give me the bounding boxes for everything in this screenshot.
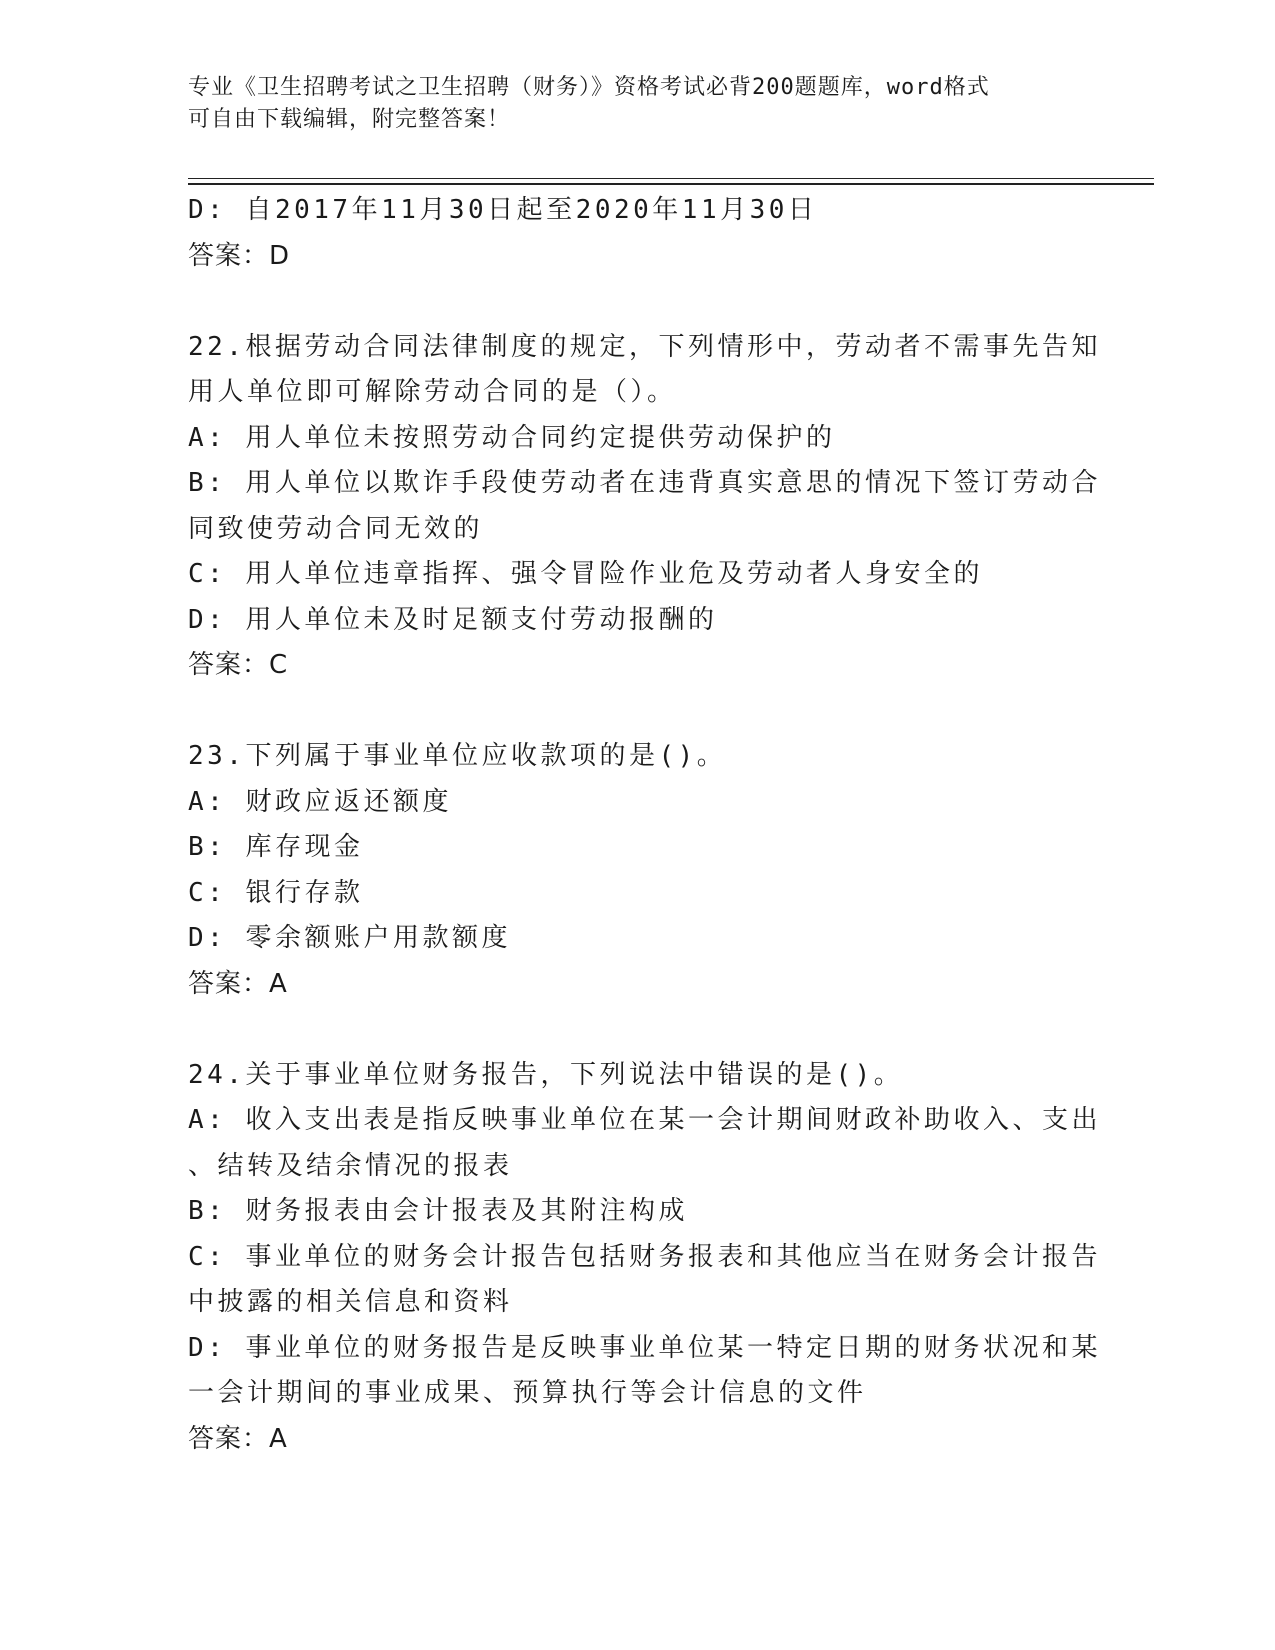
option-b: B: 库存现金 (188, 832, 364, 862)
spacer (188, 689, 1088, 735)
option-c: C: 用人单位违章指挥、强令冒险作业危及劳动者人身安全的 (188, 559, 983, 589)
question-stem: 24.关于事业单位财务报告，下列说法中错误的是()。 (188, 1059, 904, 1090)
answer-line: 答案：C (188, 650, 289, 680)
option-a: A: 用人单位未按照劳动合同约定提供劳动保护的 (188, 422, 836, 453)
header-divider-thin (188, 178, 1154, 179)
option-a: A: 收入支出表是指反映事业单位在某一会计期间财政补助收入、支出 (188, 1105, 1101, 1135)
spacer (188, 279, 1088, 325)
option-d-cont: 一会计期间的事业成果、预算执行等会计信息的文件 (188, 1378, 867, 1408)
option-b: B: 用人单位以欺诈手段使劳动者在违背真实意思的情况下签订劳动合 (188, 468, 1101, 498)
option-d: D: 自2017年11月30日起至2020年11月30日 (188, 195, 818, 225)
question-24 (188, 1053, 1101, 1463)
page-header (188, 72, 1088, 136)
option-c: C: 事业单位的财务会计报告包括财务报表和其他应当在财务会计报告 (188, 1241, 1101, 1272)
answer-line: 答案：D (188, 240, 291, 271)
option-c-cont: 中披露的相关信息和资料 (188, 1287, 513, 1317)
answer-line: 答案：A (188, 1423, 288, 1454)
option-b-cont: 同致使劳动合同无效的 (188, 513, 484, 544)
answer-line: 答案：A (188, 968, 288, 999)
question-23 (188, 734, 1088, 1007)
question-list (188, 188, 1101, 1462)
option-a: A: 财政应返还额度 (188, 786, 452, 817)
option-a-cont: 、结转及结余情况的报表 (188, 1150, 513, 1181)
option-b: B: 财务报表由会计报表及其附注构成 (188, 1196, 688, 1226)
option-d: D: 事业单位的财务报告是反映事业单位某一特定日期的财务状况和某 (188, 1332, 1101, 1363)
header-title-line-1: 专业《卫生招聘考试之卫生招聘（财务）》资格考试必背200题题库，word格式 (188, 75, 990, 100)
header-divider-thick (188, 183, 1154, 185)
option-d: D: 用人单位未及时足额支付劳动报酬的 (188, 604, 718, 635)
question-22 (188, 325, 1101, 689)
question-21-tail (188, 188, 1088, 279)
question-stem: 23.下列属于事业单位应收款项的是()。 (188, 741, 727, 771)
header-title-line-2: 可自由下载编辑，附完整答案！ (188, 107, 511, 132)
option-c: C: 银行存款 (188, 877, 364, 908)
question-stem-cont: 用人单位即可解除劳动合同的是（）。 (188, 377, 677, 407)
question-stem: 22.根据劳动合同法律制度的规定，下列情形中，劳动者不需事先告知 (188, 331, 1101, 362)
spacer (188, 1007, 1088, 1053)
option-d: D: 零余额账户用款额度 (188, 923, 511, 953)
